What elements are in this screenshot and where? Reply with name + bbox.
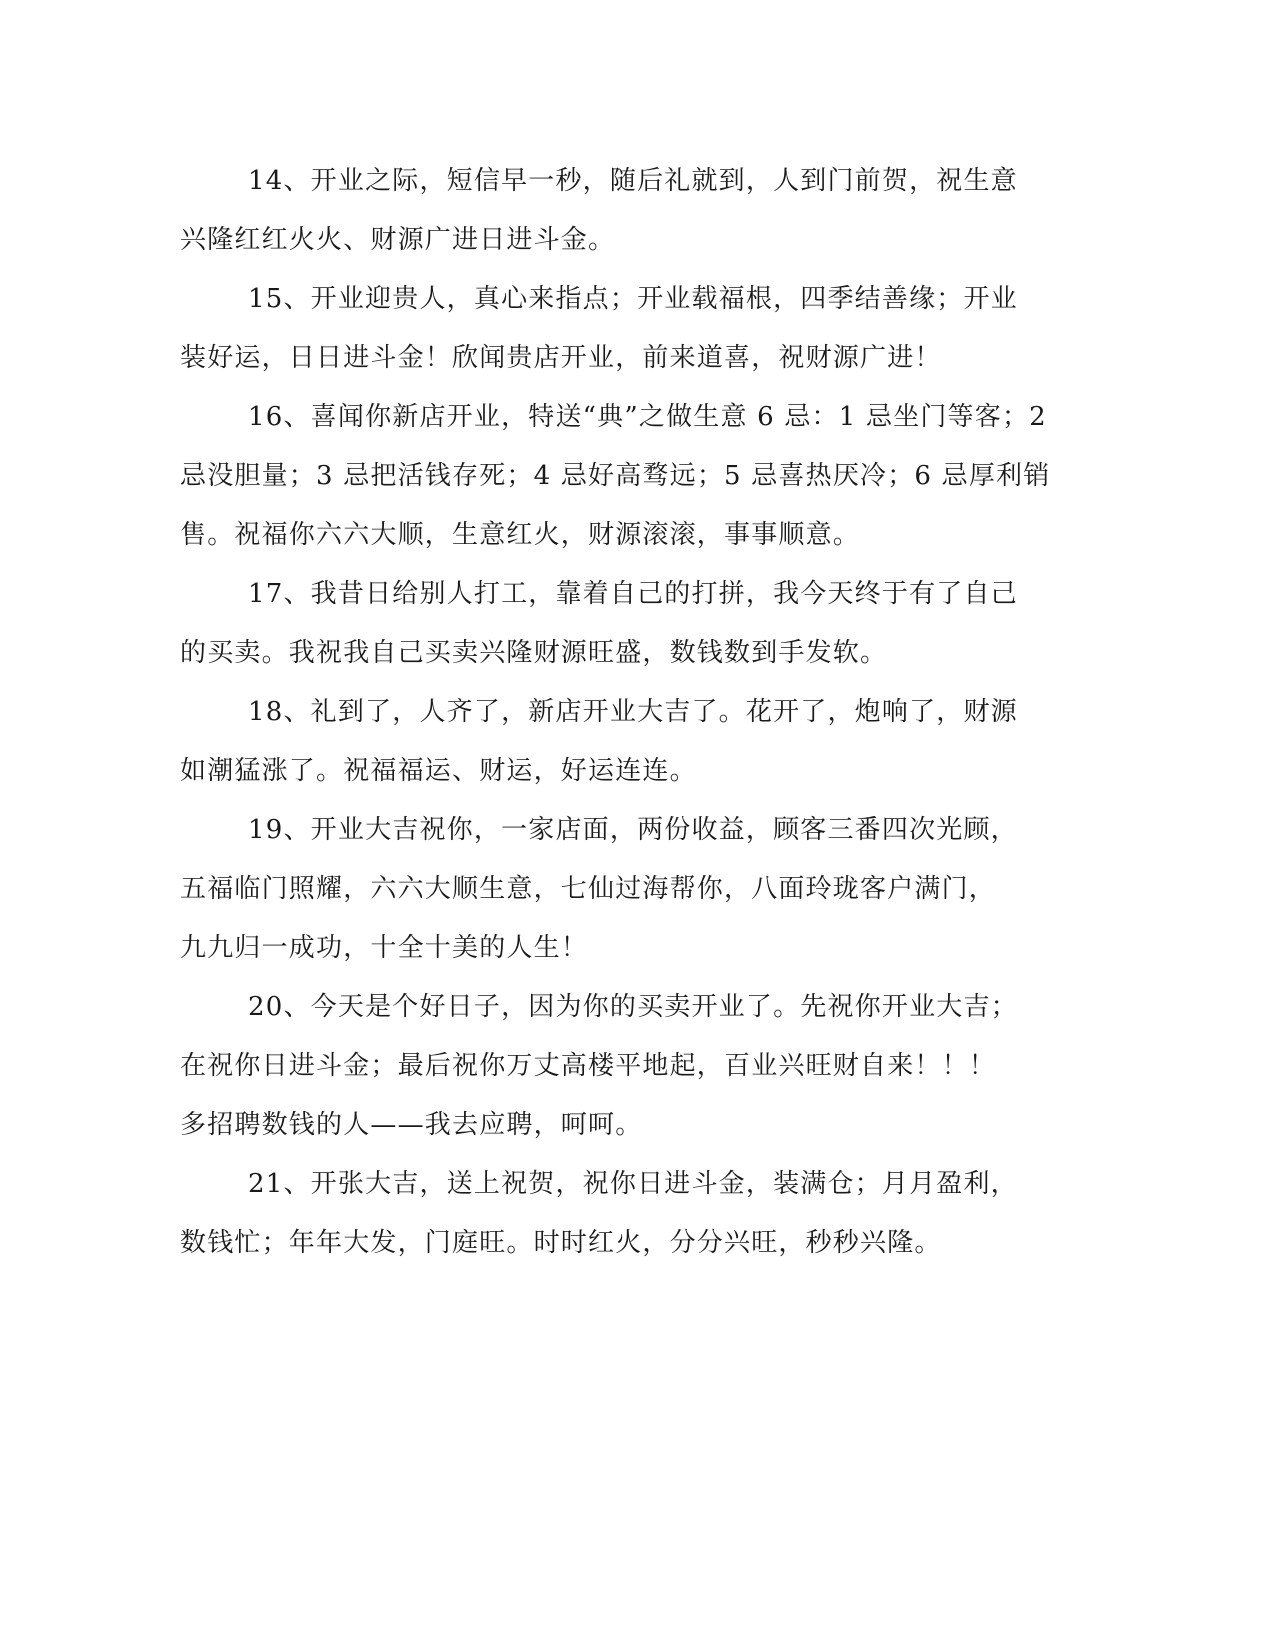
text-line: 17、我昔日给别人打工，靠着自己的打拼，我今天终于有了自己 — [248, 579, 1018, 609]
paragraph-20 — [180, 978, 1040, 1155]
paragraph-15 — [180, 270, 1040, 388]
text-line: 14、开业之际，短信早一秒，随后礼就到，人到门前贺，祝生意 — [248, 166, 1018, 196]
paragraph-18 — [180, 683, 1040, 801]
text-line: 18、礼到了，人齐了，新店开业大吉了。花开了，炮响了，财源 — [248, 697, 1018, 727]
text-line: 五福临门照耀，六六大顺生意，七仙过海帮你，八面玲珑客户满门， — [180, 874, 997, 904]
text-line: 忌没胆量；3 忌把活钱存死；4 忌好高骛远；5 忌喜热厌冷；6 忌厚利销 — [180, 461, 1051, 491]
text-line: 数钱忙；年年大发，门庭旺。时时红火，分分兴旺，秒秒兴隆。 — [180, 1228, 942, 1258]
text-line: 21、开张大吉，送上祝贺，祝你日进斗金，装满仓；月月盈利， — [248, 1169, 1018, 1199]
text-line: 16、喜闻你新店开业，特送“典”之做生意 6 忌：1 忌坐门等客；2 — [248, 402, 1047, 432]
text-line: 兴隆红红火火、财源广进日进斗金。 — [180, 225, 616, 255]
text-line: 如潮猛涨了。祝福福运、财运，好运连连。 — [180, 756, 697, 786]
text-line: 的买卖。我祝我自己买卖兴隆财源旺盛，数钱数到手发软。 — [180, 638, 888, 668]
text-line: 多招聘数钱的人——我去应聘，呵呵。 — [180, 1110, 643, 1140]
paragraph-21 — [180, 1155, 1040, 1273]
text-line: 15、开业迎贵人，真心来指点；开业载福根，四季结善缘；开业 — [248, 284, 1018, 314]
paragraph-17 — [180, 565, 1040, 683]
text-line: 在祝你日进斗金；最后祝你万丈高楼平地起，百业兴旺财自来！！！ — [180, 1051, 997, 1081]
text-line: 装好运，日日进斗金！欣闻贵店开业，前来道喜，祝财源广进！ — [180, 343, 942, 373]
text-line: 19、开业大吉祝你，一家店面，两份收益，顾客三番四次光顾， — [248, 815, 1018, 845]
document-body — [180, 152, 1051, 1273]
paragraph-16 — [180, 388, 1051, 565]
paragraph-14 — [180, 152, 1040, 270]
text-line: 20、今天是个好日子，因为你的买卖开业了。先祝你开业大吉； — [248, 992, 1018, 1022]
text-line: 九九归一成功，十全十美的人生！ — [180, 933, 589, 963]
text-line: 售。祝福你六六大顺，生意红火，财源滚滚，事事顺意。 — [180, 520, 861, 550]
paragraph-19 — [180, 801, 1040, 978]
